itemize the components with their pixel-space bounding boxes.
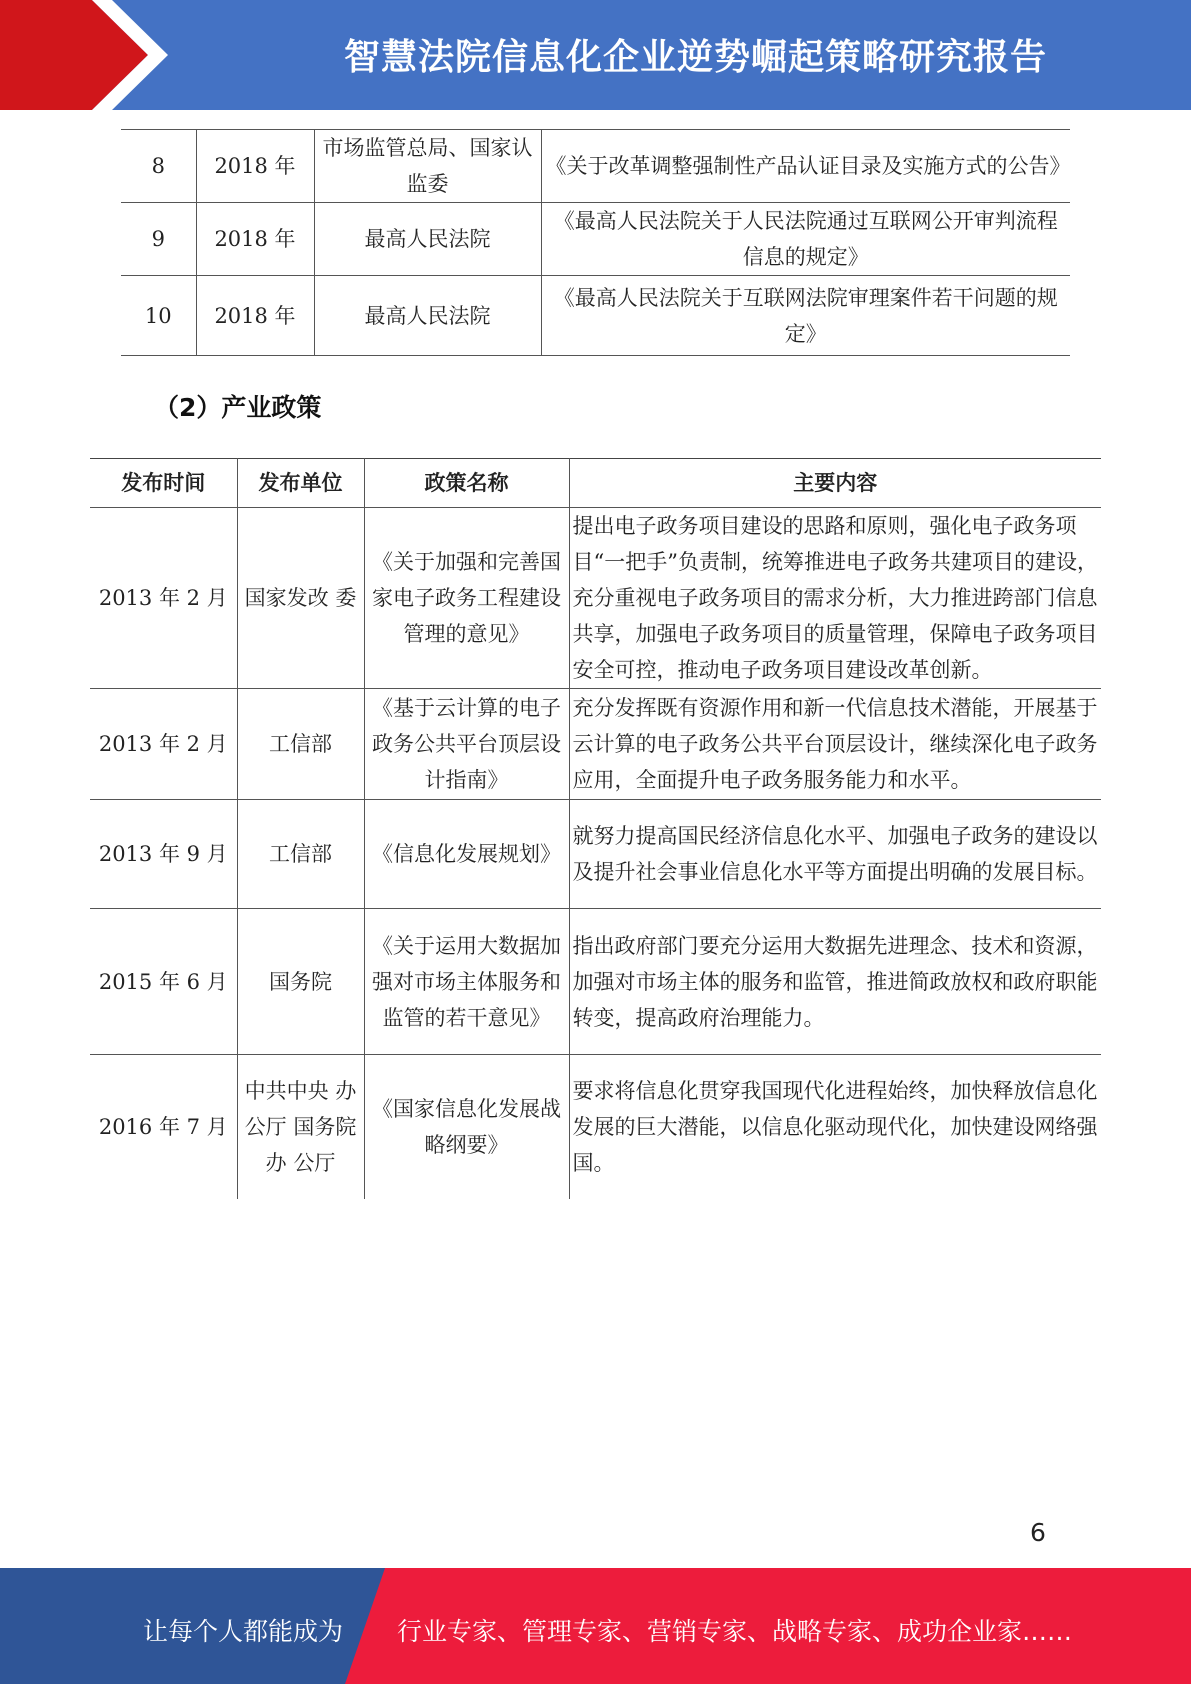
policy-issuer: 国务院 [237,909,364,1055]
report-title: 智慧法院信息化企业逆势崛起策略研究报告 [343,36,1047,78]
policy-date: 2013 年 2 月 [90,689,237,800]
table-row [90,1055,1101,1199]
table-row [90,909,1101,1055]
header-name: 政策名称 [364,459,569,508]
table-row [90,800,1101,909]
policy-name: 《关于加强和完善国家电子政务工程建设管理的意见》 [364,508,569,689]
row-number: 9 [121,203,196,276]
regulation-table [121,129,1070,356]
table-row [121,203,1070,276]
policy-date: 2016 年 7 月 [98,1114,228,1139]
policy-name: 《关于运用大数据加强对市场主体服务和监管的若干意见》 [364,909,569,1055]
industry-policy-table [90,458,1101,1199]
header-banner [0,0,1191,110]
row-title: 《最高人民法院关于人民法院通过互联网公开审判流程信息的规定》 [541,203,1070,276]
row-title: 《最高人民法院关于互联网法院审理案件若干问题的规定》 [541,276,1070,356]
row-number: 8 [121,130,196,203]
row-year: 2018 年 [196,203,314,276]
policy-date: 2013 年 2 月 [90,508,237,689]
policy-date: 2013 年 9 月 [90,800,237,909]
row-title: 《关于改革调整强制性产品认证目录及实施方式的公告》 [541,130,1070,203]
row-number: 10 [144,303,172,328]
header-issuer: 发布单位 [237,459,364,508]
policy-date: 2015 年 6 月 [90,909,237,1055]
table-header-row [90,459,1101,508]
row-year: 2018 年 [196,130,314,203]
header-content: 主要内容 [569,459,1101,508]
footer-slogan-right: 行业专家、管理专家、营销专家、战略专家、成功企业家…… [397,1617,1073,1646]
policy-name: 《基于云计算的电子政务公共平台顶层设计指南》 [364,689,569,800]
table-row [121,130,1070,203]
row-issuer: 最高人民法院 [314,276,541,356]
row-issuer: 最高人民法院 [314,203,541,276]
table-row [121,276,1070,356]
policy-name: 《信息化发展规划》 [364,800,569,909]
section-heading: （2）产业政策 [154,393,322,422]
policy-issuer: 工信部 [237,800,364,909]
policy-content: 提出电子政务项目建设的思路和原则，强化电子政务项目“一把手”负责制，统筹推进电子政务共建项目的建设，充分重视电子政务项目的需求分析，大力推进跨部门信息共享，加强电子政务项目的质量管理，保障电子政务项目安全可控，推动电子政务项目建设改革创新。 [569,508,1101,689]
policy-content: 要求将信息化贯穿我国现代化进程始终，加快释放信息化发展的巨大潜能，以信息化驱动现代化，加快建设网络强国。 [569,1055,1101,1199]
policy-issuer: 工信部 [237,689,364,800]
policy-issuer: 中共中央 办公厅 国务院办 公厅 [237,1055,364,1199]
table-row [90,508,1101,689]
footer-slogan-left: 让每个人都能成为 [143,1617,344,1646]
policy-content: 就努力提高国民经济信息化水平、加强电子政务的建设以及提升社会事业信息化水平等方面提出明确的发展目标。 [569,800,1101,909]
policy-issuer: 国家发改 委 [237,508,364,689]
policy-content: 充分发挥既有资源作用和新一代信息技术潜能，开展基于云计算的电子政务公共平台顶层设计，继续深化电子政务应用，全面提升电子政务服务能力和水平。 [569,689,1101,800]
row-issuer: 市场监管总局、国家认监委 [314,130,541,203]
footer-banner [0,1568,1191,1684]
header-date: 发布时间 [90,459,237,508]
policy-content: 指出政府部门要充分运用大数据先进理念、技术和资源，加强对市场主体的服务和监管，推进简政放权和政府职能转变，提高政府治理能力。 [569,909,1101,1055]
table-row [90,689,1101,800]
page-number: 6 [1030,1518,1046,1547]
row-year: 2018 年 [196,276,314,356]
policy-name: 《国家信息化发展战略纲要》 [364,1055,569,1199]
